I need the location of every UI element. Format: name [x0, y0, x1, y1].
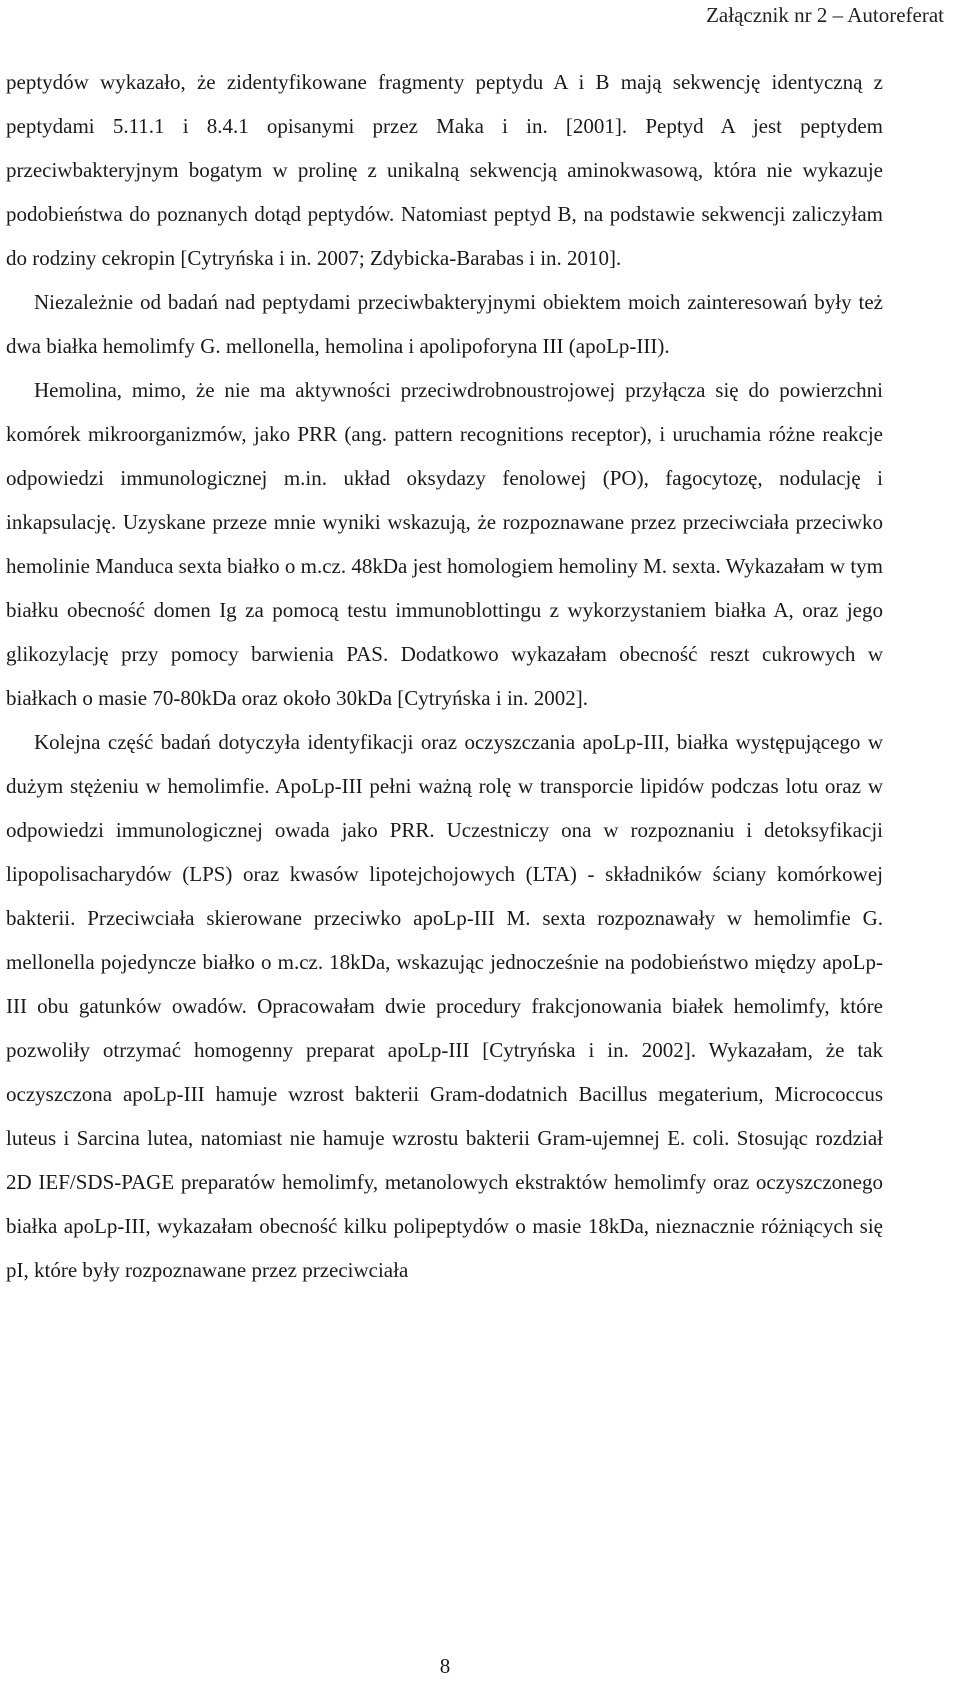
paragraph-hemolin: Hemolina, mimo, że nie ma aktywności przeciwdrobnoustrojowej przyłącza się do powierzchni komórek mikroorganizmów, jako PRR (ang. pattern recognitions receptor), i uruchamia różne reakcje odpowiedzi immunologicznej m.in. układ oksydazy fenolowej (PO), fagocytozę, nodulację i inkapsulację. Uzyskane przeze mnie wyniki wskazują, że rozpoznawane przez przeciwciała przeciwko hemolinie Manduca sexta białko o m.cz. 48kDa jest homologiem hemoliny M. sexta. Wykazałam w tym białku obecność domen Ig za pomocą testu immunoblottingu z wykorzystaniem białka A, oraz jego glikozylację przy pomocy barwienia PAS. Dodatkowo wykazałam obecność reszt cukrowych w białkach o masie 70-80kDa oraz około 30kDa [Cytryńska i in. 2002]. — [6, 378, 883, 710]
paragraph-peptides-continued: peptydów wykazało, że zidentyfikowane fragmenty peptydu A i B mają sekwencję identyczną z peptydami 5.11.1 i 8.4.1 opisanymi przez Maka i in. [2001]. Peptyd A jest peptydem przeciwbakteryjnym bogatym w prolinę z unikalną sekwencją aminokwasową, która nie wykazuje podobieństwa do poznanych dotąd peptydów. Natomiast peptyd B, na podstawie sekwencji zaliczyłam do rodziny cekropin [Cytryńska i in. 2007; Zdybicka-Barabas i in. 2010]. — [6, 70, 883, 270]
document-header: Załącznik nr 2 – Autoreferat — [706, 3, 944, 27]
paragraph-hemolymph-proteins: Niezależnie od badań nad peptydami przeciwbakteryjnymi obiektem moich zainteresowań były też dwa białka hemolimfy G. mellonella, hemolina i apolipoforyna III (apoLp-III). — [6, 290, 883, 358]
document-body — [6, 60, 883, 1292]
page-number: 8 — [439, 1654, 451, 1678]
paragraph-apolp-iii: Kolejna część badań dotyczyła identyfikacji oraz oczyszczania apoLp-III, białka występującego w dużym stężeniu w hemolimfie. ApoLp-III pełni ważną rolę w transporcie lipidów podczas lotu oraz w odpowiedzi immunologicznej owada jako PRR. Uczestniczy ona w rozpoznaniu i detoksyfikacji lipopolisacharydów (LPS) oraz kwasów lipotejchojowych (LTA) - składników ściany komórkowej bakterii. Przeciwciała skierowane przeciwko apoLp-III M. sexta rozpoznawały w hemolimfie G. mellonella pojedyncze białko o m.cz. 18kDa, wskazując jednocześnie na podobieństwo między apoLp-III obu gatunków owadów. Opracowałam dwie procedury frakcjonowania białek hemolimfy, które pozwoliły otrzymać homogenny preparat apoLp-III [Cytryńska i in. 2002]. Wykazałam, że tak oczyszczona apoLp-III hamuje wzrost bakterii Gram-dodatnich Bacillus megaterium, Micrococcus luteus i Sarcina lutea, natomiast nie hamuje wzrostu bakterii Gram-ujemnej E. coli. Stosując rozdział 2D IEF/SDS-PAGE preparatów hemolimfy, metanolowych ekstraktów hemolimfy oraz oczyszczonego białka apoLp-III, wykazałam obecność kilku polipeptydów o masie 18kDa, nieznacznie różniących się pI, które były rozpoznawane przez przeciwciała — [6, 730, 883, 1282]
